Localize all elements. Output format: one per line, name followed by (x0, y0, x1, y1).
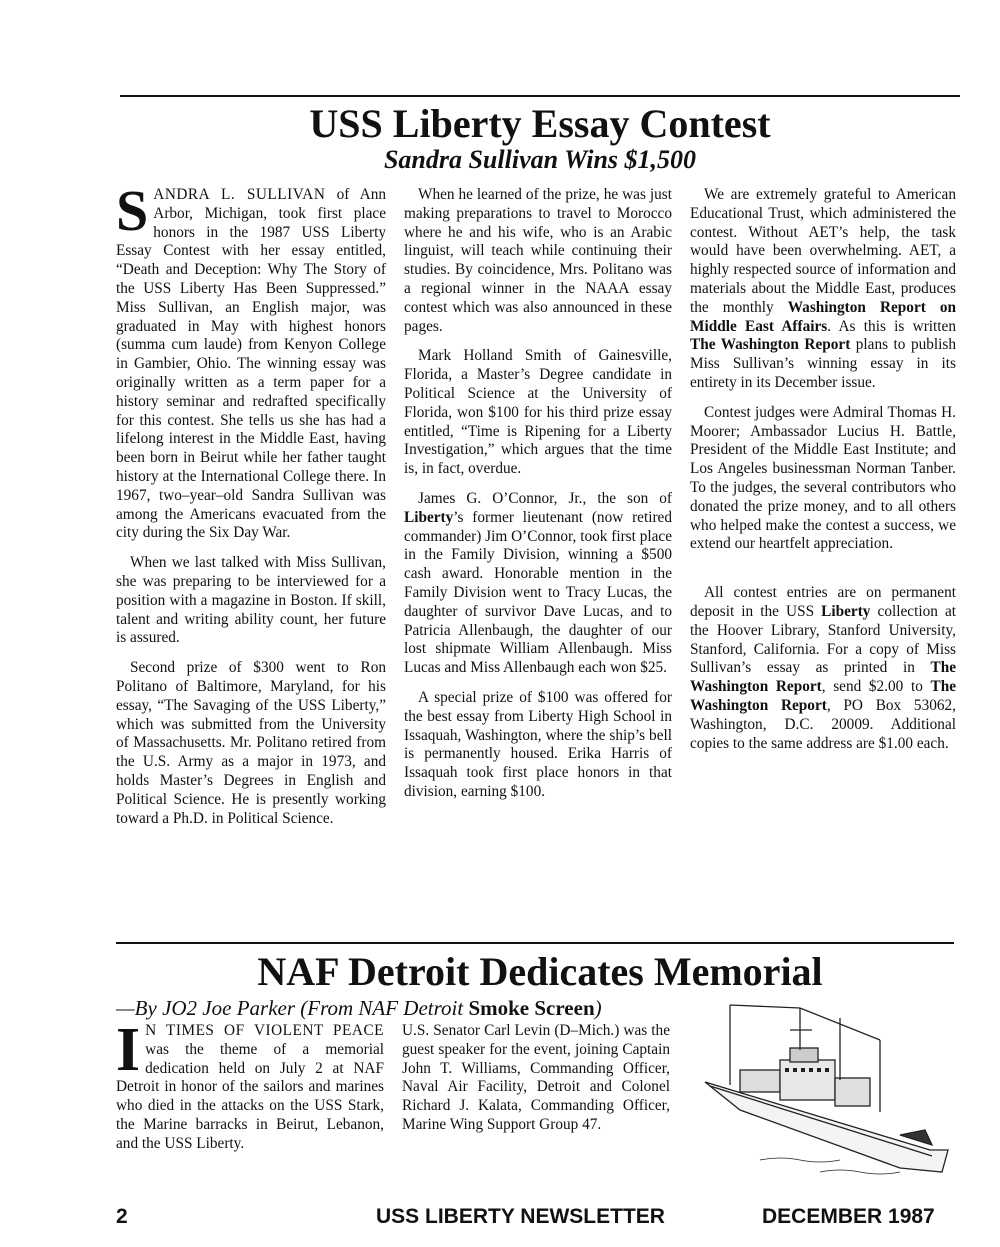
paragraph (690, 584, 956, 753)
issue-date: DECEMBER 1987 (762, 1205, 935, 1228)
ship-illustration (700, 1000, 950, 1180)
article-title: USS Liberty Essay Contest (309, 101, 771, 146)
top-rule (120, 95, 960, 97)
paragraph: When he learned of the prize, he was just making preparations to travel to Morocco where he and his wife, who is an Arabic linguist, will teach while continuing their studies. By coincidence, Mrs. Politano was a regional winner in the NAAA essay contest which was also announced in these pages. (404, 186, 672, 335)
publication-name: The Washington Report (690, 678, 957, 714)
paragraph-text: , PO Box 53062, Washington, D.C. 20009. Additional copies to the same address are $1.00 each. (690, 696, 957, 752)
article-column-2 (402, 1022, 670, 1146)
source-name: Smoke Screen (468, 996, 595, 1020)
paragraph-text: , send $2.00 to (821, 678, 931, 696)
lead-in: ANDRA L. SULLIVAN (153, 186, 326, 203)
paragraph-text: plans to publish Miss Sullivan’s winning essay in its entirety in its December issue. (690, 336, 956, 391)
article-title: NAF Detroit Dedicates Memorial (257, 949, 823, 994)
byline-text: —By JO2 Joe Parker (From NAF Detroit (116, 996, 469, 1020)
paragraph (116, 178, 386, 543)
ship-name: Liberty (821, 602, 871, 620)
publication-name: The Washington Report (690, 336, 851, 354)
paragraph: When we last talked with Miss Sullivan, she was preparing to be interviewed for a position with a magazine in Boston. If skill, talent and writing ability count, her future is assured. (116, 554, 386, 647)
paragraph-text: James G. O’Connor, Jr., the son of (418, 489, 672, 507)
publication-name: USS LIBERTY NEWSLETTER (376, 1205, 665, 1228)
paragraph-text: ’s former lieutenant (now retired commander) Jim O’Connor, took first place in the Family Division, winning a $500 cash award. Honorable mention in the Family Division went to Tracy Lucas, the daughter of survivor Dave Lucas, and to Patricia Allenbaugh, the daughter of our lost shipmate William Allenbaugh. Miss Lucas and Miss Allenbaugh each won $25. (404, 508, 672, 677)
article-column-2 (404, 186, 672, 813)
page-number: 2 (116, 1205, 128, 1228)
section-rule (116, 942, 954, 944)
article-column-1 (116, 178, 386, 839)
article-column-3 (690, 186, 956, 764)
paragraph: Mark Holland Smith of Gainesville, Florida, a Master’s Degree candidate in Political Science at the University of Florida, won $100 for his third prize essay entitled, “Time is Ripening for a Liberty Investigation,” which argues that the time is, in fact, overdue. (404, 347, 672, 478)
paragraph: A special prize of $100 was offered for the best essay from Liberty High School in Issaquah, Washington, where the ship’s bell is permanently housed. Erika Harris of Issaquah took first place honors in that division, earning $100. (404, 688, 672, 800)
article-subtitle: Sandra Sullivan Wins $1,500 (383, 145, 697, 174)
byline-text: ) (594, 996, 602, 1020)
byline (116, 996, 736, 1020)
paragraph (404, 490, 672, 678)
paragraph (116, 1016, 384, 1154)
paragraph-text: was the theme of a memorial dedication held on July 2 at NAF Detroit in honor of the sailors and marines who died in the attacks on the USS Stark, the Marine barracks in Beirut, Lebanon, and the USS Liberty. (116, 1040, 384, 1152)
paragraph (690, 186, 956, 393)
paragraph-text: . As this is written (827, 317, 956, 335)
drop-cap: S (116, 178, 149, 243)
paragraph: U.S. Senator Carl Levin (D–Mich.) was the guest speaker for the event, joining Captain John T. Williams, Commanding Officer, Naval Air Facility, Detroit and Colonel Richard J. Kalata, Commanding Officer, Marine Wing Support Group 47. (402, 1022, 670, 1133)
lead-in: N TIMES OF VIOLENT PEACE (145, 1022, 384, 1039)
ship-name: Liberty (404, 508, 454, 526)
paragraph: Contest judges were Admiral Thomas H. Moorer; Ambassador Lucius H. Battle, President of the Middle East Institute; and Los Angeles businessman Norman Tanber. To the judges, the several contributors who donated the prize money, and to all others who helped make the contest a success, we extend our heartfelt appreciation. (690, 403, 956, 553)
paragraph-text: of Ann Arbor, Michigan, took first place honors in the 1987 USS Liberty Essay Contest with her essay entitled, “Death and Deception: Why The Story of the USS Liberty Has Been Suppressed.” Miss Sullivan, an English major, was graduated in May with highest honors (summa cum laude) from Kenyon College in Gambier, Ohio. The winning essay was originally written as a term paper for a history seminar and redrafted specifically for this contest. She tells us she has had a lifelong interest in the Middle East, having been born in Beirut while her father taught history at the International College there. In 1967, two–year–old Sandra Sullivan was among the Americans evacuated from the city during the Six Day War. (116, 186, 386, 542)
drop-cap: I (116, 1016, 141, 1084)
paragraph: Second prize of $300 went to Ron Politano of Baltimore, Maryland, for his essay, “The Savaging of the USS Liberty,” which was submitted from the University of Massachusetts. Mr. Politano retired from the U.S. Army as a major in 1973, and holds Master’s Degrees in English and Political Science. He is presently working toward a Ph.D. in Political Science. (116, 659, 386, 827)
publication-name: Washington Report on Middle East Affairs (690, 298, 956, 335)
article-column-1 (116, 1016, 384, 1165)
paragraph-text: collection at the Hoover Library, Stanford University, Stanford, California. For a copy of Miss Sullivan’s essay as printed in (690, 602, 956, 677)
paragraph-text: We are extremely grateful to American Educational Trust, which administered the contest. Without AET’s help, the task would have been overwhelming. AET, a highly respected source of information and materials about the Middle East, produces the monthly (690, 186, 956, 316)
paragraph-text: All contest entries are on permanent deposit in the USS (690, 584, 956, 620)
publication-name: The Washington Report (690, 659, 956, 696)
